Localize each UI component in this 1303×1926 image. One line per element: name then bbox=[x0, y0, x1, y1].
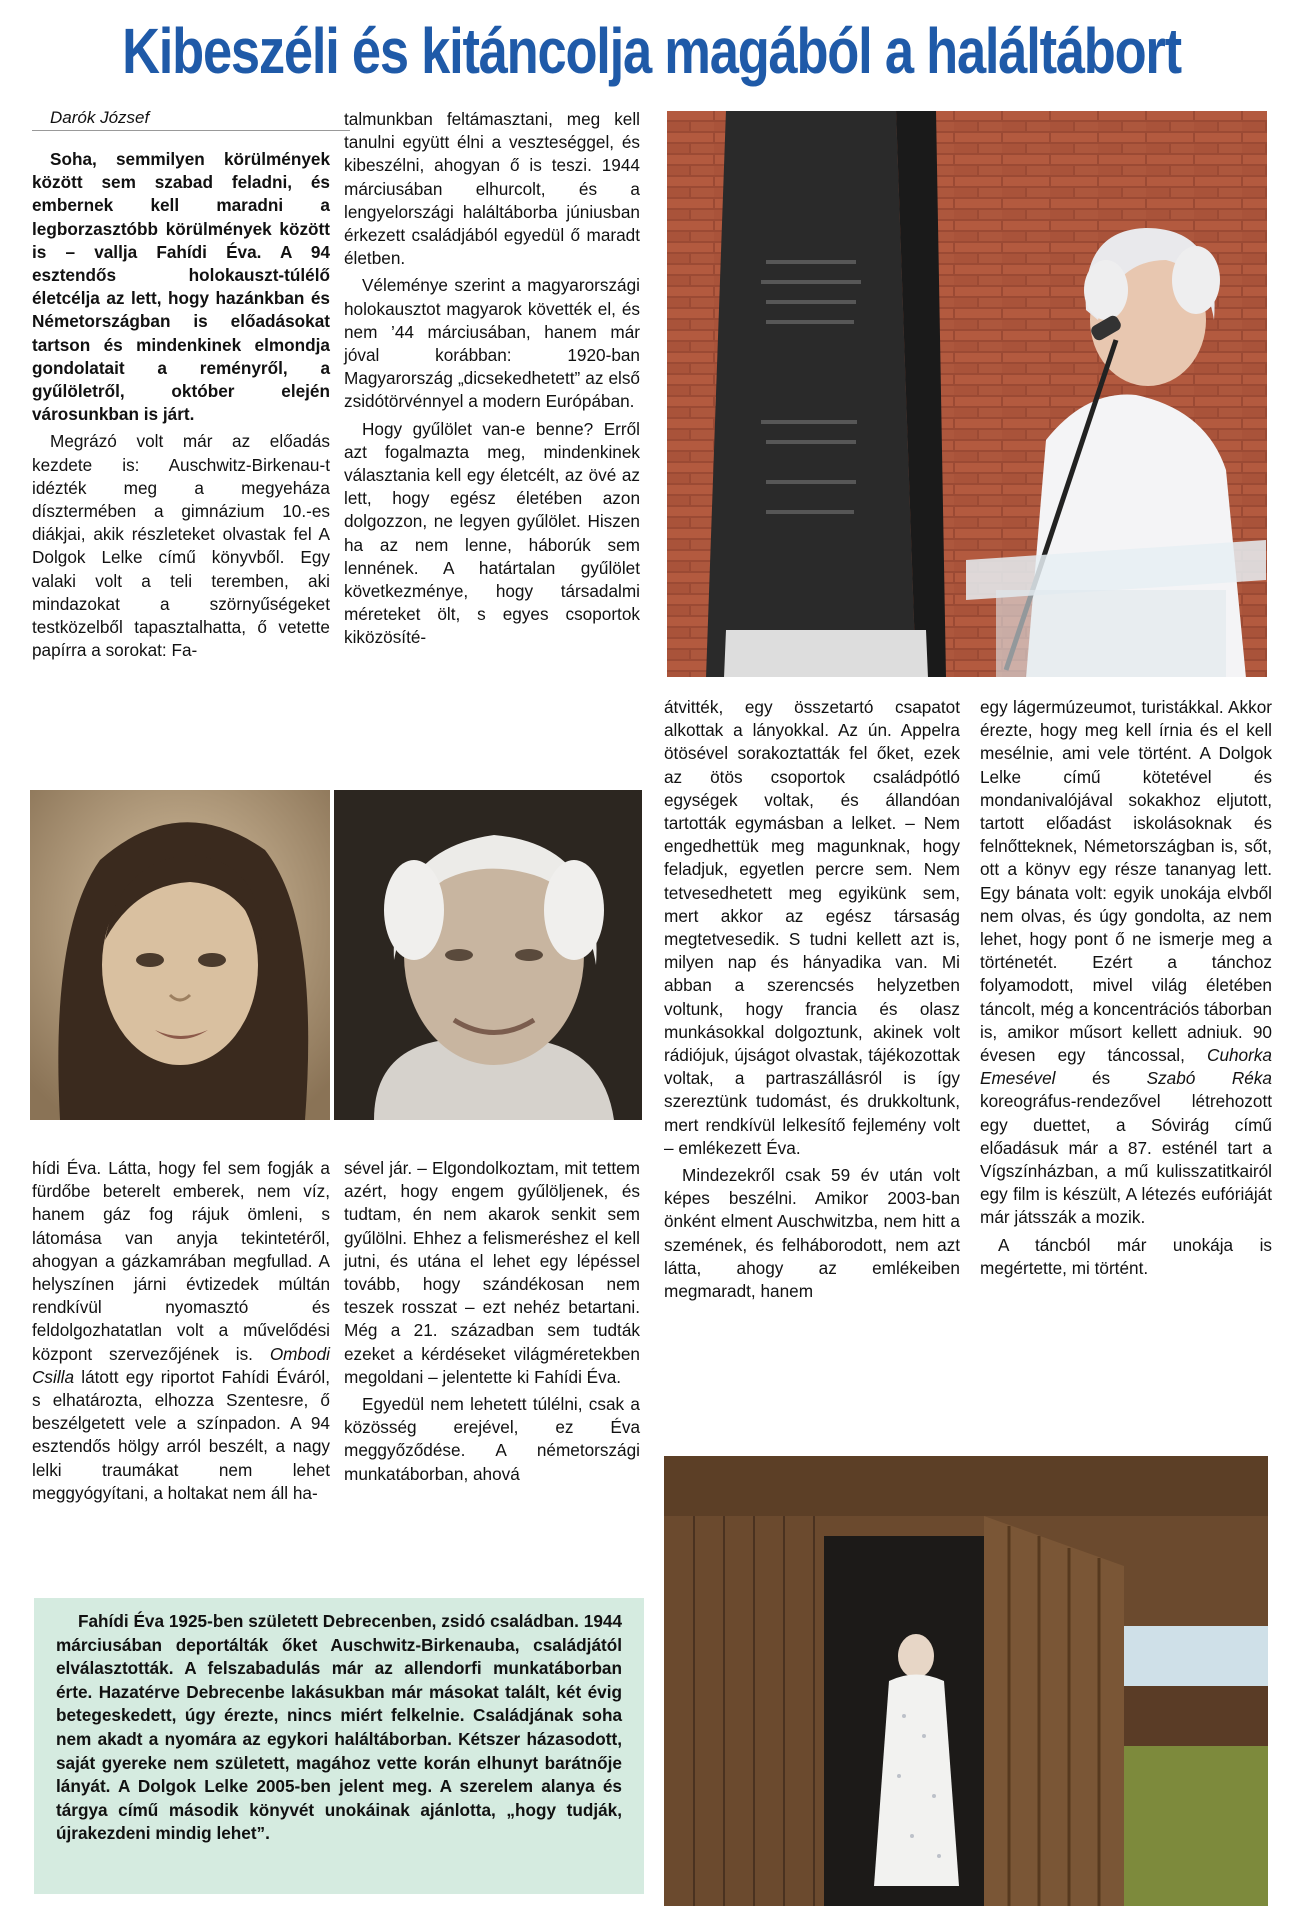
paragraph: talmunkban feltámasztani, meg kell tanulni együtt élni a veszteséggel, és kibeszélni, ahogyan ő is teszi. 1944 márciusában elhurcolt, és a lengyelországi haláltáborba júniusban érkezett családjából egyedül ő maradt életben. bbox=[344, 109, 640, 269]
lead-paragraph: Soha, semmilyen körülmények között sem szabad feladni, és embernek kell maradni a legborzasztóbb körülmények között is – vallja Fahídi Éva. A 94 esztendős holokauszt-túlélő életcélja az lett, hogy hazánkban és Németországban is előadásokat tartson és mindenkinek elmondja gondolatait a reményről, a gyűlöletről, október elején városunkban is járt. bbox=[32, 149, 330, 425]
text-run: látott egy riportot Fahídi Éváról, s elhatározta, elhozza Szentesre, ő beszélgetett vele a színpadon. A 94 esztendős hölgy arról beszélt, a nagy lelki traumákat nem lehet meggyógyítani, a holtakat nem áll ha- bbox=[32, 1366, 330, 1503]
young-portrait-photo bbox=[30, 790, 330, 1120]
column-3 bbox=[664, 696, 960, 1307]
text-run: hídi Éva. Látta, hogy fel sem fogják a fürdőbe beterelt emberek, nem víz, hanem gáz fog rájuk ömleni, s látomása van anyja tekintetéről, ahogyan a gázkamrában megfullad. A helyszínen járni évtizedek múltán rendkívül nyomasztó és feldolgozhatatlan volt a művelődési központ szervezőjének is. bbox=[32, 1158, 330, 1364]
column-2-bottom bbox=[344, 1157, 640, 1490]
elderly-portrait-photo bbox=[334, 790, 642, 1120]
person-name: Szabó Réka bbox=[1146, 1068, 1272, 1089]
barrack-door-photo bbox=[664, 1456, 1268, 1906]
text-run: koreográfus-rendezővel létrehozott egy duettet, a Sóvirág című előadásuk már a 87. esténél tart a Vígszínházban, a mű kulisszatitkairól egy film is készült, A létezés eufóriáját már játsszák a mozik. bbox=[980, 1091, 1272, 1228]
speaker-photo bbox=[666, 110, 1268, 678]
column-4 bbox=[980, 696, 1272, 1284]
person-name: Ombodi Csilla bbox=[32, 1343, 330, 1387]
person-name: Cuhorka Emesével bbox=[980, 1045, 1272, 1089]
paragraph bbox=[32, 1157, 330, 1505]
column-2-top bbox=[344, 108, 640, 654]
paragraph: átvitték, egy összetartó csapatot alkottak a lányokkal. Az ún. Appelra ötösével sorakoztatták fel őket, ezek az ötös csoportok családpótló egységek voltak, és állandóan tartották egymásban a lelket. – Nem engedhettük meg magunknak, hogy feladjuk, egyetlen percre sem. Nem tetvesedhetett meg egyikünk sem, mert akkor az egész társaság megtetvesedik. S tudni kellett azt is, milyen nap és hányadika van. Mi abban a szerencsés helyzetben voltunk, hogy francia és olasz munkásokkal dolgoztunk, akinek volt rádiójuk, újságot olvastak, tájékozottak voltak, a partraszállásról is így szereztünk tudomást, és drukkoltunk, mert rendkívül lelkesítő fejlemény volt – emlékezett Éva. bbox=[664, 697, 960, 1158]
bio-text: Fahídi Éva 1925-ben született Debrecenben, zsidó családban. 1944 márciusában deportálták őket Auschwitz-Birkenauba, családjától elválasztották. A felszabadulás már az allendorfi munkatáborban érte. Hazatérve Debrecenbe lakásukban már másokat talált, két évig betegeskedett, úgy érezte, nincs miért felkelnie. Családjának soha nem akadt a nyomára az egykori haláltáborban. Kétszer házasodott, saját gyereke nem született, magához vette korán elhunyt barátnője lányát. A Dolgok Lelke 2005-ben jelent meg. A szerelem alanya és tárgya című második könyvét unokáinak ajánlotta, „hogy tudják, újrakezdeni mindig lehet”. bbox=[56, 1611, 622, 1844]
column-1-top bbox=[32, 148, 330, 666]
paragraph: Mindezekről csak 59 év után volt képes beszélni. Amikor 2003-ban önként elment Auschwitzba, nem hitt a szemének, és felháborodott, nem azt látta, ahogy az emlékeiben megmaradt, hanem bbox=[664, 1165, 960, 1302]
paragraph: Egyedül nem lehetett túlélni, csak a közösség erejével, ez Éva meggyőződése. A németországi munkatáborban, ahová bbox=[344, 1394, 640, 1484]
paragraph: sével jár. – Elgondolkoztam, mit tettem azért, hogy engem gyűlöljenek, és tudtam, én nem akarok senkit sem gyűlölni. Ehhez a felismeréshez el kell jutni, és utána el lehet egy lépéssel tovább, hogy szándékosan nem teszek rosszat – ezt nehéz betartani. Még a 21. században sem tudták ezeket a kérdéseket világméretekben megoldani – jelentette ki Fahídi Éva. bbox=[344, 1158, 640, 1387]
paragraph: Megrázó volt már az előadás kezdete is: Auschwitz-Birkenau-t idézték meg a megyeháza dísztermében a gimnázium 10.-es diákjai, akik részleteket olvastak fel A Dolgok Lelke című könyvből. Egy valaki volt a teli teremben, aki mindazokat a szörnyűségeket testközelből tapasztalhatta, ő vetette papírra a sorokat: Fa- bbox=[32, 431, 330, 661]
paragraph: Hogy gyűlölet van-e benne? Erről azt fogalmazta meg, mindenkinek választania kell egy életcélt, az övé az lett, hogy egész életében azon dolgozzon, ne legyen gyűlölet. Hiszen ha az nem lenne, háborúk sem lennének. A határtalan gyűlölet következménye, hogy társadalmi méreteket ölt, s egyes csoportok kiközösíté- bbox=[344, 418, 640, 648]
paragraph bbox=[980, 696, 1272, 1230]
paragraph: A táncból már unokája is megértette, mi történt. bbox=[980, 1234, 1272, 1278]
text-run: és bbox=[1091, 1068, 1111, 1089]
bio-info-box bbox=[34, 1598, 644, 1894]
paragraph: Véleménye szerint a magyarországi holokausztot magyarok követték el, és nem ’44 márciusában, hanem már jóval korábban: 1920-ban Magyarország „dicsekedhetett” az első zsidótörvénnyel a modern Európában. bbox=[344, 275, 640, 412]
byline: Darók József bbox=[32, 108, 350, 131]
column-1-bottom bbox=[32, 1157, 330, 1509]
headline: Kibeszéli és kitáncolja magából a haláltábort bbox=[122, 15, 1181, 87]
text-run: egy lágermúzeumot, turistákkal. Akkor érezte, hogy meg kell írnia és el kell mesélnie, ami vele történt. A Dolgok Lelke című kötetével és mondanivalójával sokakhoz eljutott, tartott előadást iskolásoknak és felnőtteknek, Németországban is, sőt, ott a könyv egy része tananyag lett. Egy bánata volt: egyik unokája elvből nem olvas, és úgy gondolta, az nem lehet, hogy pont ő ne ismerje meg a történetét. Ezért a tánchoz folyamodott, mivel világ életében táncolt, még a koncentrációs táborban is, amikor műsort kellett adniuk. 90 évesen egy táncossal, bbox=[980, 697, 1272, 1066]
